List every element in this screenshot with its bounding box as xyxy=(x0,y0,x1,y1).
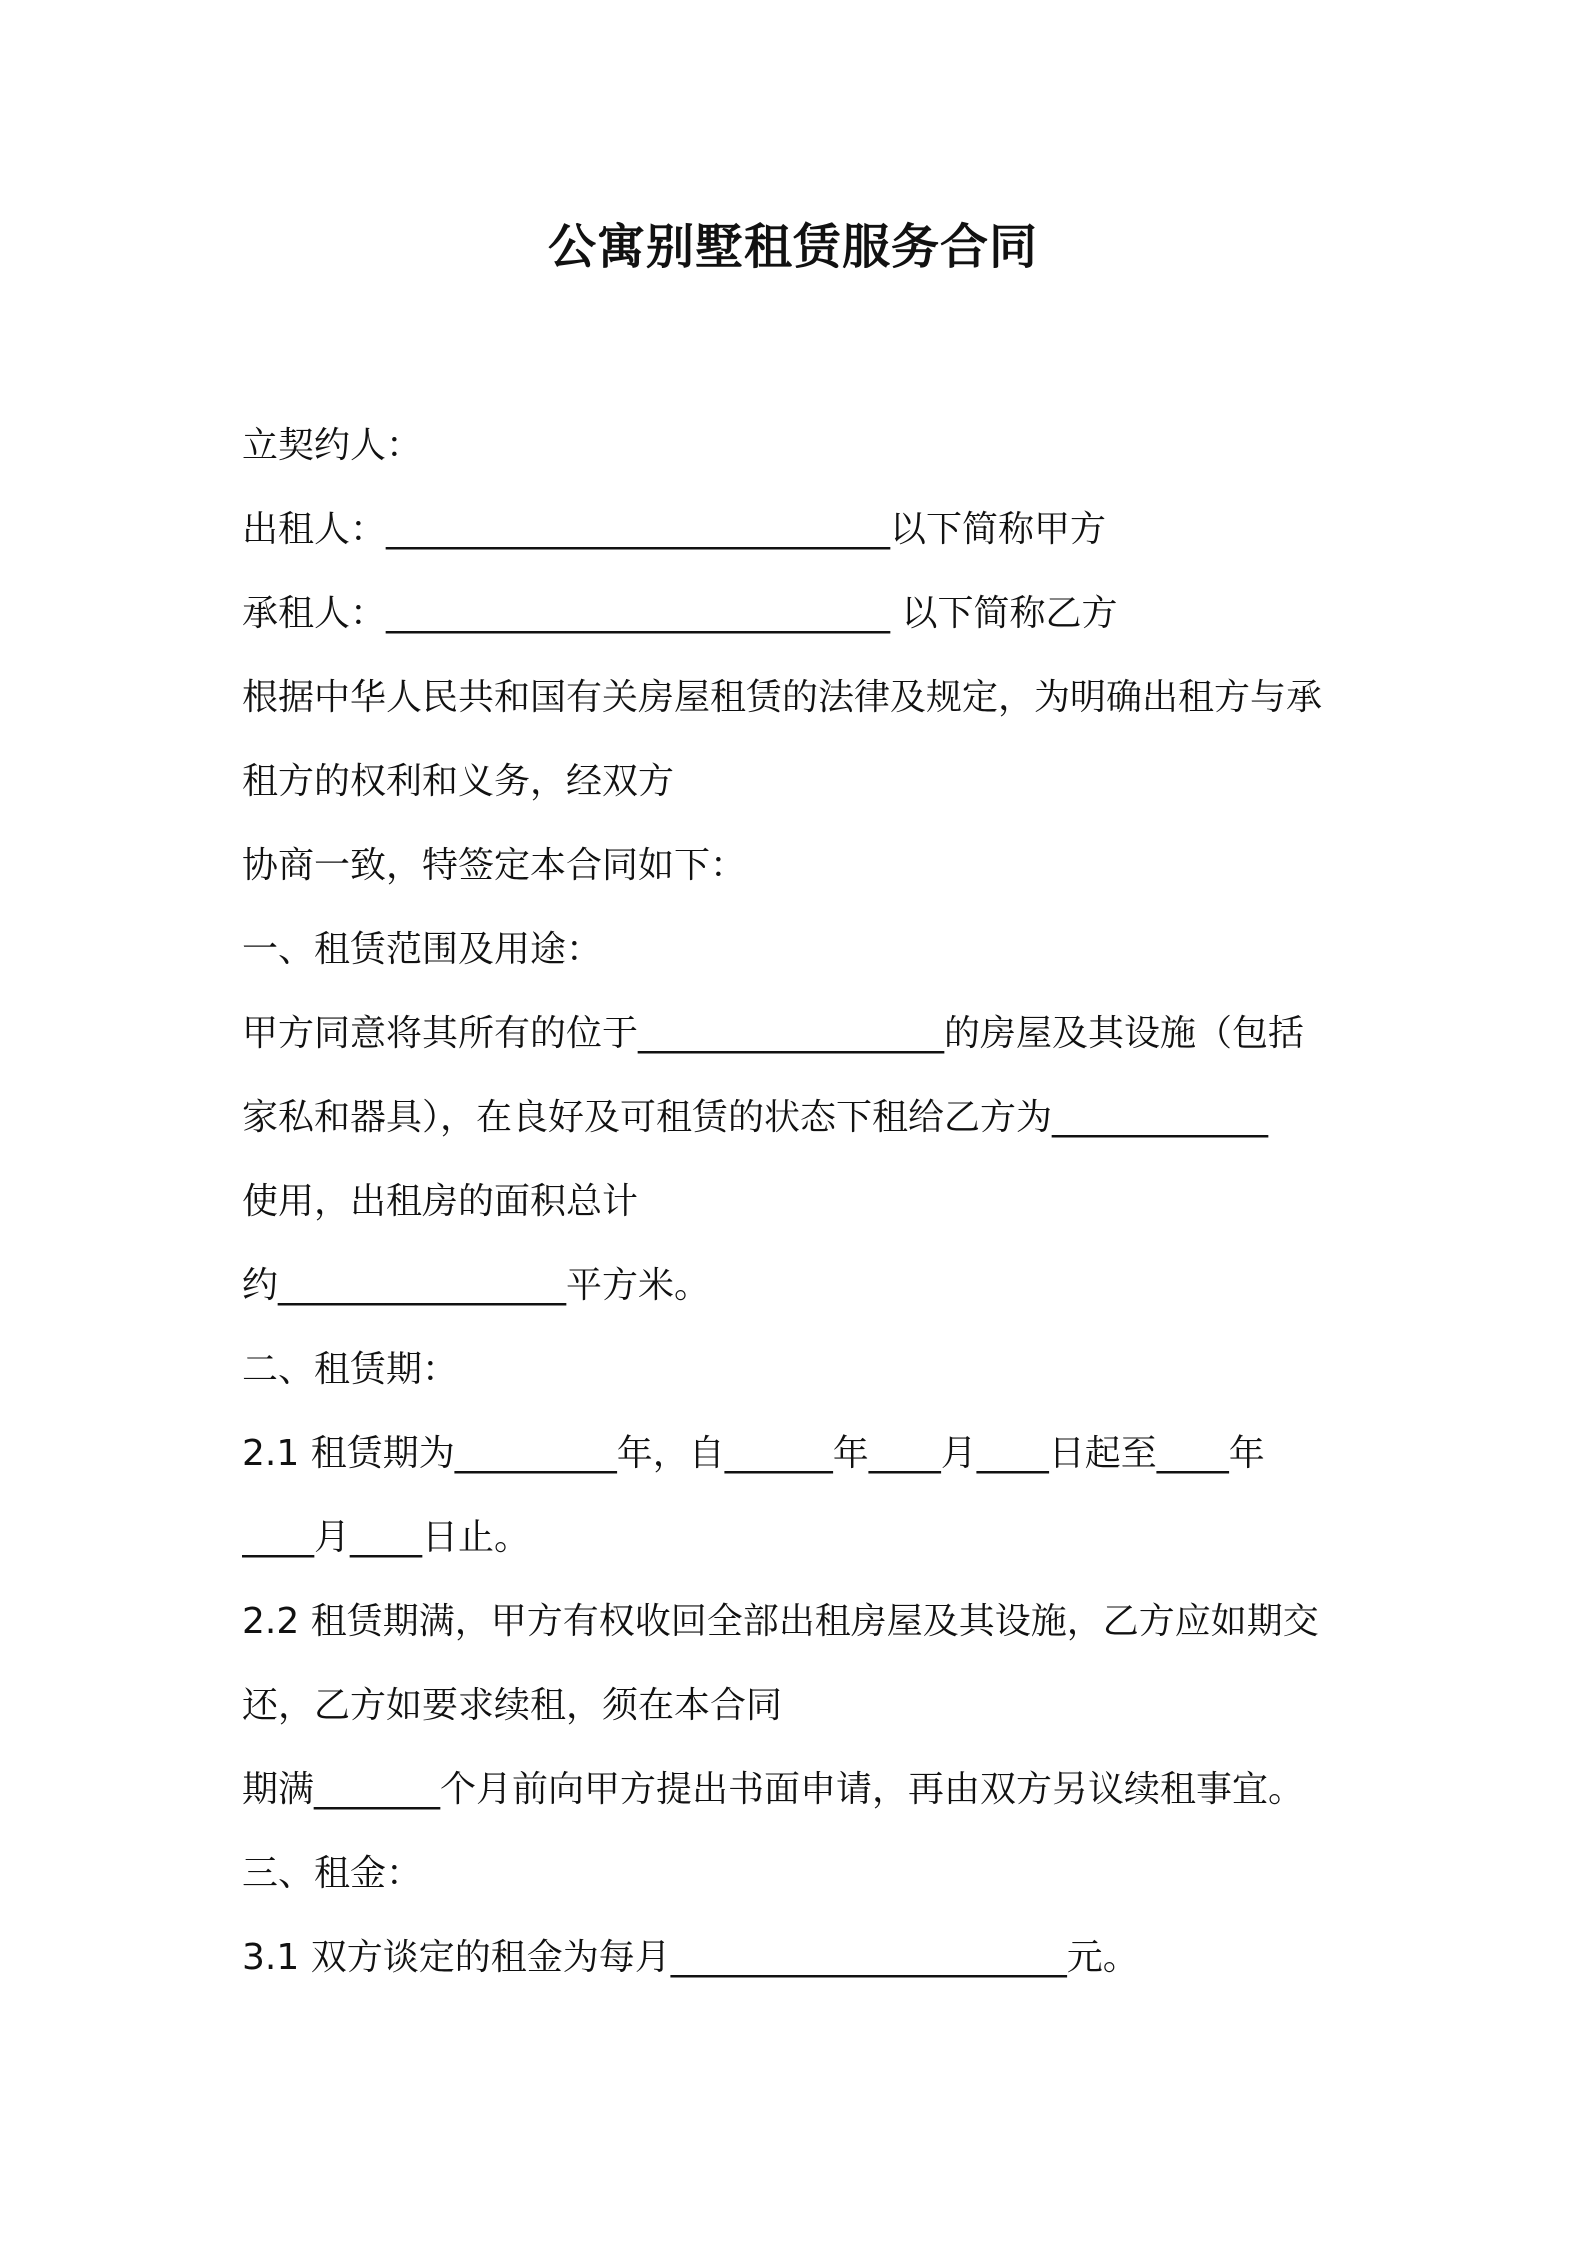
preamble-line-1: 根据中华人民共和国有关房屋租赁的法律及规定，为明确出租方与承 xyxy=(242,677,1323,718)
clause-2-2-line-3: 期满_______个月前向甲方提出书面申请，再由双方另议续租事宜。 xyxy=(242,1769,1305,1810)
clause-2-1-line-2: ____月____日止。 xyxy=(242,1517,531,1558)
section-2-heading: 二、租赁期： xyxy=(242,1349,459,1390)
lessee-line: 承租人：____________________________ 以下简称乙方 xyxy=(242,593,1118,634)
clause-2-2-line-1: 2.2 租赁期满，甲方有权收回全部出租房屋及其设施，乙方应如期交 xyxy=(242,1601,1319,1642)
section-1-line-1: 甲方同意将其所有的位于_________________的房屋及其设施（包括 xyxy=(242,1013,1305,1054)
preamble-line-3: 协商一致，特签定本合同如下： xyxy=(242,845,747,886)
clause-2-1-line-1: 2.1 租赁期为_________年，自______年____月____日起至____年 xyxy=(242,1433,1265,1474)
section-3-heading: 三、租金： xyxy=(242,1853,423,1894)
document-body xyxy=(242,404,1352,2000)
clause-3-1-line-1: 3.1 双方谈定的租金为每月______________________元。 xyxy=(242,1937,1139,1978)
section-1-line-4: 约________________平方米。 xyxy=(242,1265,711,1306)
clause-2-2-line-2: 还，乙方如要求续租，须在本合同 xyxy=(242,1685,783,1726)
document-title: 公寓别墅租赁服务合同 xyxy=(547,219,1038,275)
section-1-line-3: 使用，出租房的面积总计 xyxy=(242,1181,639,1222)
contract-parties-heading: 立契约人： xyxy=(242,425,423,466)
section-1-line-2: 家私和器具），在良好及可租赁的状态下租给乙方为____________ xyxy=(242,1097,1269,1138)
lessor-line: 出租人：____________________________以下简称甲方 xyxy=(242,509,1107,550)
preamble-line-2: 租方的权利和义务，经双方 xyxy=(242,761,675,802)
section-1-heading: 一、租赁范围及用途： xyxy=(242,929,603,970)
